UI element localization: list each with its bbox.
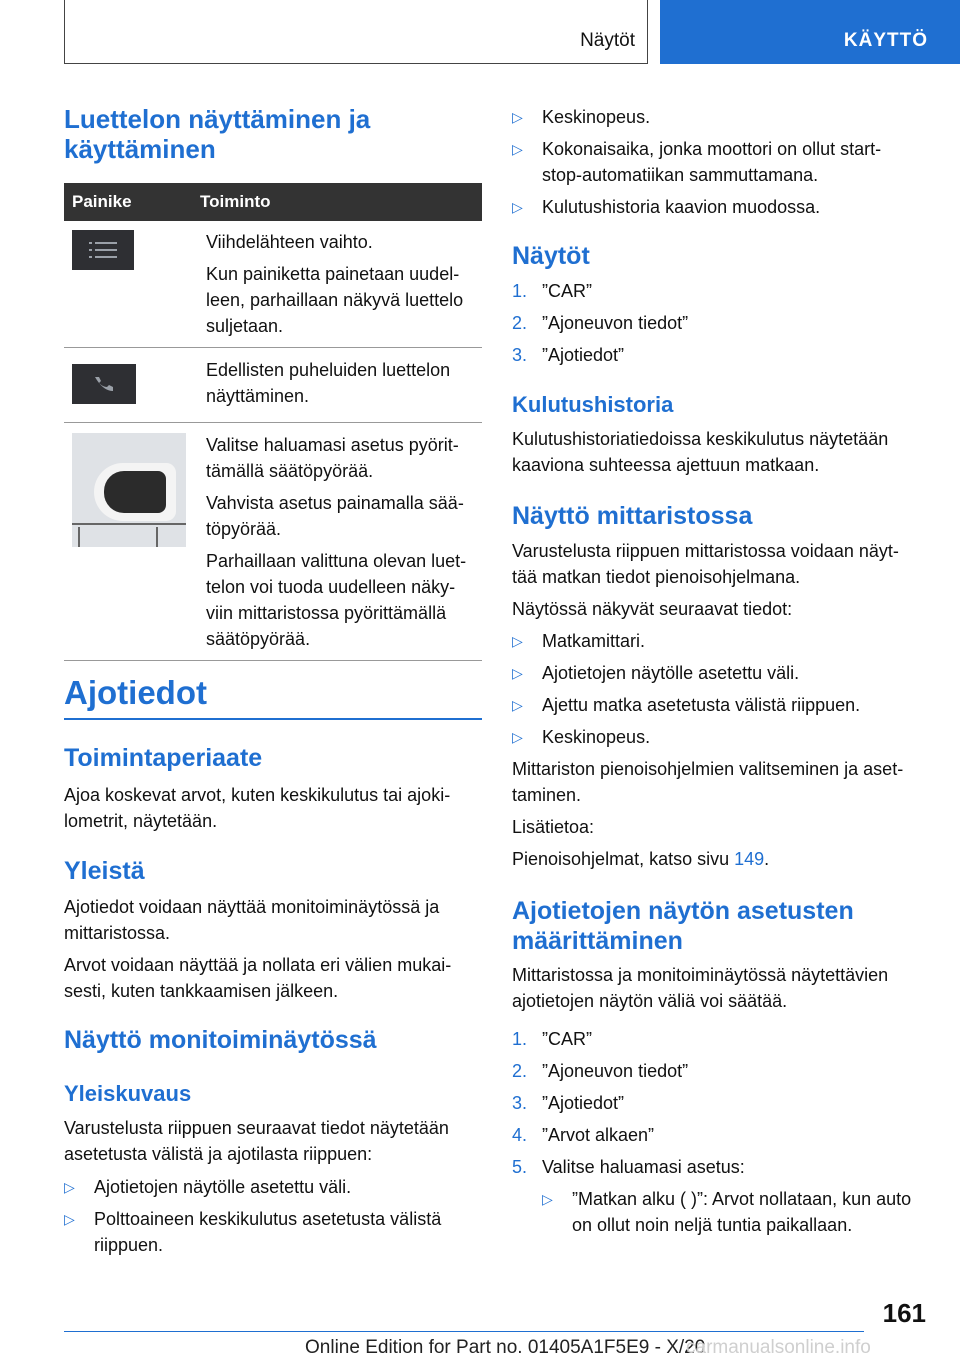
- title-rule: [64, 718, 482, 720]
- list-item: ▷ Polttoaineen keskikulutus asetetusta välistä riippuen.: [64, 1209, 442, 1255]
- tp-line1: Ajoa koskevat arvot, kuten keskikulutus tai ajoki-: [64, 785, 451, 805]
- list-item: ▷ ”Matkan alku ( )”: Arvot nollataan, kun auto on ollut noin neljä tuntia paikallaan.: [542, 1189, 912, 1235]
- table-row: [64, 423, 482, 661]
- row2-line1: Edellisten puheluiden luettelon: [206, 360, 451, 380]
- as-line1: Mittaristossa ja monitoiminäytössä näytettävien: [512, 965, 889, 985]
- nm-line4: Mittariston pienoisohjelmien valitseminen ja aset-: [512, 759, 904, 779]
- nm-line2: tää matkan tiedot pienoisohjelmana.: [512, 567, 801, 587]
- kh-line2: kaaviona suhteessa ajettuun matkaan.: [512, 455, 820, 475]
- list-item: ▷ Matkamittari.: [512, 631, 646, 651]
- list-item: 3. ”Ajotiedot”: [512, 1093, 625, 1113]
- list-item: 1. ”CAR”: [512, 1029, 592, 1049]
- header-section-box: [64, 0, 648, 64]
- yl-line2: mittaristossa.: [64, 923, 171, 943]
- row1-line3: leen, parhaillaan näkyvä luettelo: [206, 290, 464, 310]
- nm-line1: Varustelusta riippuen mittaristossa voidaan näyt-: [512, 541, 899, 561]
- page-number: 161: [882, 1298, 926, 1328]
- edition-text: Online Edition for Part no. 01405A1F5E9 - X/20: [305, 1337, 706, 1358]
- row3-line4: töpyörää.: [206, 519, 282, 539]
- pienoisohjelmat-line: Pienoisohjelmat, katso sivu 149.: [512, 849, 770, 869]
- yl-line4: sesti, kuten tankkaamisen jälkeen.: [64, 981, 339, 1001]
- asetus-title-line1: Ajotietojen näytön asetusten: [512, 897, 854, 925]
- header-section: Näytöt: [580, 30, 635, 51]
- header-chapter-box: [660, 0, 960, 64]
- lisatietoa: Lisätietoa:: [512, 817, 595, 837]
- row3-line6: telon voi tuoda uudelleen näky-: [206, 577, 456, 597]
- naytot-title: Näytöt: [512, 242, 590, 270]
- list-item: ▷ Kulutushistoria kaavion muodossa.: [512, 197, 821, 217]
- list-title-line1: Luettelon näyttäminen ja: [64, 104, 371, 134]
- button-table: [64, 183, 482, 661]
- tp-line2: lometrit, näytetään.: [64, 811, 218, 831]
- row1-line4: suljetaan.: [206, 316, 284, 336]
- list-item: 1. ”CAR”: [512, 281, 592, 301]
- yl-line3: Arvot voidaan näyttää ja nollata eri välien mukai-: [64, 955, 452, 975]
- yleista-title: Yleistä: [64, 857, 145, 885]
- page-reference-link[interactable]: 149: [734, 849, 765, 869]
- toimintaperiaate-title: Toimintaperiaate: [64, 744, 263, 772]
- asetus-title-line2: määrittäminen: [512, 927, 683, 955]
- list-title-line2: käyttäminen: [64, 134, 216, 164]
- row1-line2: Kun painiketta painetaan uudel-: [206, 264, 460, 284]
- controller-image: [72, 433, 186, 547]
- watermark: carmanualsonline.info: [686, 1337, 871, 1358]
- list-item: ▷ Ajettu matka asetetusta välistä riippuen.: [512, 695, 861, 715]
- list-icon: [72, 230, 134, 270]
- table-row: [64, 221, 482, 348]
- table-header-function: Toiminto: [192, 183, 482, 221]
- kh-line1: Kulutushistoriatiedoissa keskikulutus näytetään: [512, 429, 889, 449]
- row3-line3: Vahvista asetus painamalla sää-: [206, 493, 464, 513]
- list-item: 5. Valitse haluamasi asetus:: [512, 1157, 745, 1177]
- row3-line2: tämällä säätöpyörää.: [206, 461, 374, 481]
- row3-line1: Valitse haluamasi asetus pyörit-: [206, 435, 459, 455]
- header-chapter: KÄYTTÖ: [843, 30, 928, 51]
- yl-line1: Ajotiedot voidaan näyttää monitoiminäytössä ja: [64, 897, 440, 917]
- yk-line1: Varustelusta riippuen seuraavat tiedot näytetään: [64, 1118, 449, 1138]
- list-item: ▷ Kokonaisaika, jonka moottori on ollut start- stop-automatiikan sammuttamana.: [512, 139, 882, 185]
- list-item: ▷ Keskinopeus.: [512, 727, 651, 747]
- list-item: 2. ”Ajoneuvon tiedot”: [512, 1061, 689, 1081]
- list-item: ▷ Keskinopeus.: [512, 107, 651, 127]
- row3-line7: viin mittaristossa pyörittämällä: [206, 603, 447, 623]
- list-item: 3. ”Ajotiedot”: [512, 345, 625, 365]
- table-header-button: Painike: [64, 183, 192, 221]
- list-item: ▷ Ajotietojen näytölle asetettu väli.: [512, 663, 800, 683]
- row1-line1: Viihdelähteen vaihto.: [206, 232, 373, 252]
- phone-icon: [72, 364, 136, 404]
- row3-line8: säätöpyörää.: [206, 629, 311, 649]
- nayttomittari-title: Näyttö mittaristossa: [512, 502, 753, 530]
- kulutushistoria-title: Kulutushistoria: [512, 392, 674, 417]
- list-item: 2. ”Ajoneuvon tiedot”: [512, 313, 689, 333]
- row2-line2: näyttäminen.: [206, 386, 310, 406]
- ajotiedot-title: Ajotiedot: [64, 674, 207, 711]
- table-row: [64, 348, 482, 423]
- nayttomoni-title: Näyttö monitoiminäytössä: [64, 1026, 377, 1054]
- as-line2: ajotietojen näytön väliä voi säätää.: [512, 991, 788, 1011]
- list-item: ▷ Ajotietojen näytölle asetettu väli.: [64, 1177, 352, 1197]
- footer-rule: [64, 1331, 864, 1332]
- nm-line3: Näytössä näkyvät seuraavat tiedot:: [512, 599, 793, 619]
- nm-line5: taminen.: [512, 785, 582, 805]
- yk-line2: asetetusta välistä ja ajotilasta riippuen:: [64, 1144, 373, 1164]
- list-item: 4. ”Arvot alkaen”: [512, 1125, 655, 1145]
- yleiskuvaus-title: Yleiskuvaus: [64, 1081, 192, 1106]
- row3-line5: Parhaillaan valittuna olevan luet-: [206, 551, 467, 571]
